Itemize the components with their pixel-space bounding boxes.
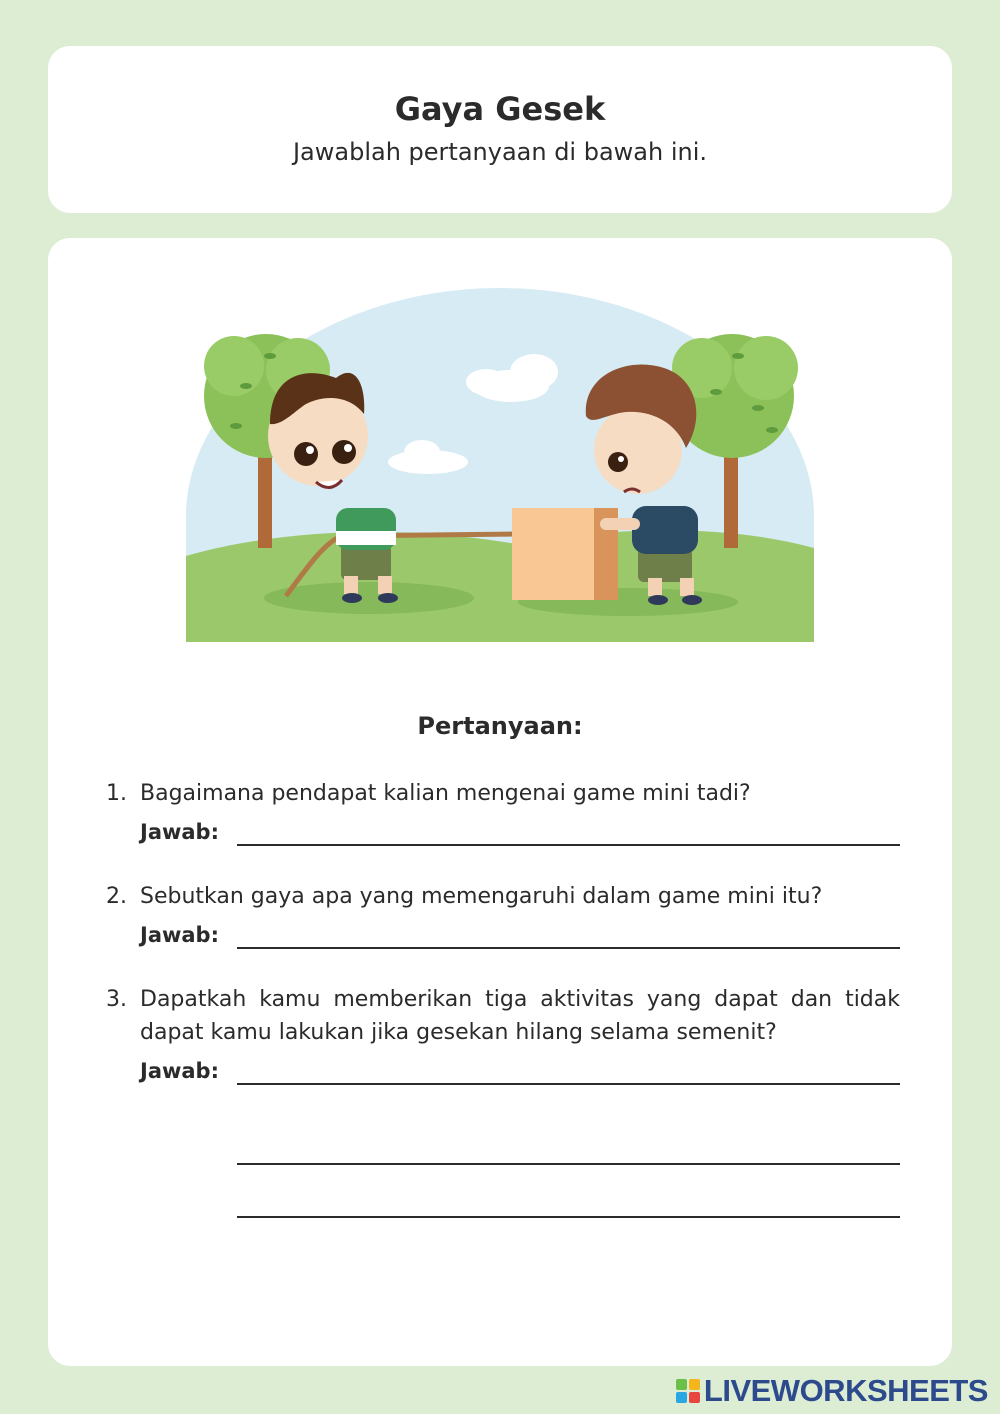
brand-name: LIVEWORKSHEETS: [703, 1373, 988, 1408]
question-number: 2.: [106, 884, 127, 909]
question-text: Sebutkan gaya apa yang memengaruhi dalam game mini itu?: [140, 884, 823, 909]
answer-extra-line[interactable]: [237, 1163, 900, 1165]
answer-input-2[interactable]: [237, 945, 900, 949]
question-1: [106, 777, 900, 850]
question-number: 1.: [106, 781, 127, 806]
grass-hill: [186, 530, 814, 642]
header-card: [48, 46, 952, 213]
answer-label: Jawab:: [140, 820, 219, 844]
page-subtitle: Jawablah pertanyaan di bawah ini.: [292, 138, 708, 166]
answer-row: [140, 913, 900, 953]
questions-heading: Pertanyaan:: [417, 712, 583, 740]
answer-label: Jawab:: [140, 1059, 219, 1083]
brand-grid-icon: [676, 1379, 700, 1403]
question-number: 3.: [106, 987, 127, 1012]
worksheet-card: [48, 238, 952, 1366]
answer-row: [140, 810, 900, 850]
question-2: [106, 880, 900, 953]
answer-input-1[interactable]: [237, 842, 900, 846]
question-3: [106, 983, 900, 1089]
page-title: Gaya Gesek: [394, 90, 606, 128]
question-text: Dapatkah kamu memberikan tiga aktivitas yang dapat dan tidak dapat kamu lakukan jika gesekan hilang selama semenit?: [140, 987, 900, 1045]
answer-row: [140, 1049, 900, 1089]
answer-input-3[interactable]: [237, 1081, 900, 1085]
tug-of-war-illustration: [186, 286, 814, 642]
question-text: Bagaimana pendapat kalian mengenai game mini tadi?: [140, 781, 751, 806]
answer-extra-line[interactable]: [237, 1216, 900, 1218]
brand-logo: [676, 1373, 988, 1409]
answer-label: Jawab:: [140, 923, 219, 947]
